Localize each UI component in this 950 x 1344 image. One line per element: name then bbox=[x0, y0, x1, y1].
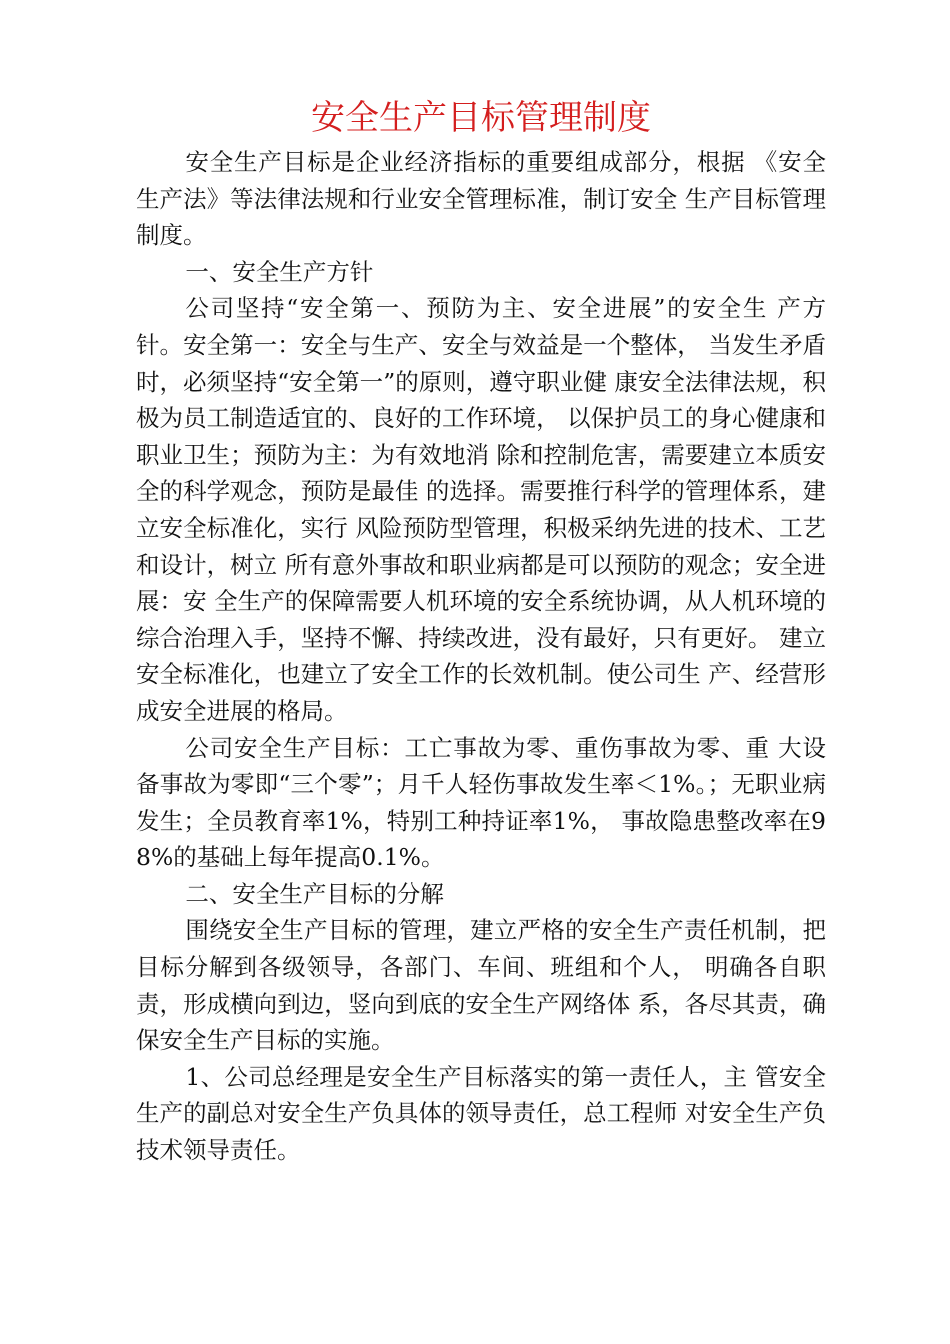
decomposition-paragraph: 围绕安全生产目标的管理，建立严格的安全生产责任机制，把目标分解到各级领导，各部门、车间、班组和个人， 明确各自职责，形成横向到边，竖向到底的安全生产网络体 系，各尽其责，确保安全生产目标的实施。 bbox=[136, 916, 826, 1055]
section-heading-decomposition: 二、安全生产目标的分解 bbox=[185, 879, 444, 908]
responsibility-paragraph: 1、公司总经理是安全生产目标落实的第一责任人，主 管安全生产的副总对安全生产负具体的领导责任，总工程师 对安全生产负技术领导责任。 bbox=[136, 1062, 826, 1165]
document-body bbox=[136, 144, 826, 1169]
targets-paragraph: 公司安全生产目标：工亡事故为零、重伤事故为零、重 大设备事故为零即“三个零”；月千人轻伤事故发生率＜1%。；无职业病发生；全员教育率1%，特别工种持证率1%， 事故隐患整改率在98%的基础上每年提高0.1%。 bbox=[136, 733, 826, 872]
policy-paragraph: 公司坚持“安全第一、预防为主、安全进展”的安全生 产方针。安全第一：安全与生产、安全与效益是一个整体， 当发生矛盾时，必须坚持“安全第一”的原则，遵守职业健 康安全法律法规，积极为员工制造适宜的、良好的工作环境， 以保护员工的身心健康和职业卫生；预防为主：为有效地消 除和控制危害，需要建立本质安全的科学观念，预防是最佳 的选择。需要推行科学的管理体系，建立安全标准化，实行 风险预防型管理，积极采纳先进的技术、工艺和设计，树立 所有意外事故和职业病都是可以预防的观念；安全进展：安 全生产的保障需要人机环境的安全系统协调，从人机环境的 综合治理入手，坚持不懈、持续改进，没有最好，只有更好。 建立安全标准化，也建立了安全工作的长效机制。使公司生 产、经营形成安全进展的格局。 bbox=[136, 294, 826, 725]
document-title: 安全生产目标管理制度 bbox=[311, 98, 651, 138]
intro-paragraph: 安全生产目标是企业经济指标的重要组成部分，根据 《安全生产法》等法律法规和行业安全管理标准，制订安全 生产目标管理制度。 bbox=[136, 148, 826, 250]
section-heading-policy: 一、安全生产方针 bbox=[185, 257, 374, 286]
